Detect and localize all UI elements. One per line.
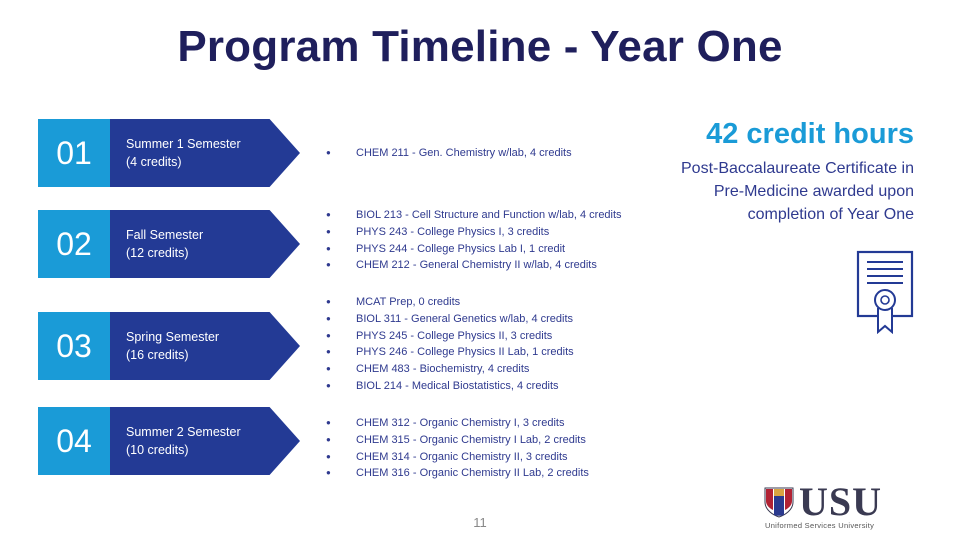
timeline-step-4 xyxy=(38,407,300,475)
step-label: Spring Semester xyxy=(126,330,220,344)
list-item: ● PHYS 244 - College Physics Lab I, 1 credit xyxy=(326,241,622,258)
list-item: ● CHEM 316 - Organic Chemistry II Lab, 2 credits xyxy=(326,465,589,482)
timeline-step-2 xyxy=(38,210,300,278)
step-label: Fall Semester xyxy=(126,228,204,242)
course-list-step-2 xyxy=(326,207,622,274)
list-item: ● CHEM 312 - Organic Chemistry I, 3 credits xyxy=(326,415,589,432)
step-label: Summer 2 Semester xyxy=(126,425,241,439)
list-item: ● PHYS 245 - College Physics II, 3 credits xyxy=(326,328,574,345)
list-item: ● CHEM 483 - Biochemistry, 4 credits xyxy=(326,361,574,378)
logo-wordmark: USU xyxy=(799,479,883,524)
step-number: 04 xyxy=(38,407,110,475)
step-credits: (12 credits) xyxy=(126,246,189,260)
step-number: 03 xyxy=(38,312,110,380)
step-credits: (16 credits) xyxy=(126,348,189,362)
certificate-icon xyxy=(856,250,914,334)
list-item: ● BIOL 214 - Medical Biostatistics, 4 credits xyxy=(326,378,574,395)
list-item: ● PHYS 243 - College Physics I, 3 credits xyxy=(326,224,622,241)
list-item: ● PHYS 246 - College Physics II Lab, 1 credits xyxy=(326,344,574,361)
step-number: 02 xyxy=(38,210,110,278)
timeline-step-3 xyxy=(38,312,300,380)
step-label: Summer 1 Semester xyxy=(126,137,241,151)
step-credits: (4 credits) xyxy=(126,155,182,169)
page-title: Program Timeline - Year One xyxy=(177,22,783,71)
list-item: ● CHEM 314 - Organic Chemistry II, 3 credits xyxy=(326,449,589,466)
certificate-description: Post-Baccalaureate Certificate in Pre-Medicine awarded upon completion of Year One xyxy=(681,160,914,223)
usu-shield-logo-icon xyxy=(763,486,795,518)
logo-subtitle: Uniformed Services University xyxy=(765,521,875,530)
page-number: 11 xyxy=(473,515,487,530)
timeline-step-1 xyxy=(38,119,300,187)
list-item: ● BIOL 213 - Cell Structure and Function w/lab, 4 credits xyxy=(326,207,622,224)
list-item: ● BIOL 311 - General Genetics w/lab, 4 credits xyxy=(326,311,574,328)
list-item: ● CHEM 211 - Gen. Chemistry w/lab, 4 credits xyxy=(326,145,572,162)
step-number: 01 xyxy=(38,119,110,187)
list-item: ● CHEM 315 - Organic Chemistry I Lab, 2 credits xyxy=(326,432,589,449)
list-item: ● MCAT Prep, 0 credits xyxy=(326,294,574,311)
course-list-step-4 xyxy=(326,415,589,482)
course-list-step-1 xyxy=(326,145,572,162)
list-item: ● CHEM 212 - General Chemistry II w/lab, 4 credits xyxy=(326,257,622,274)
step-credits: (10 credits) xyxy=(126,443,189,457)
credit-hours-headline: 42 credit hours xyxy=(706,118,914,150)
course-list-step-3 xyxy=(326,294,574,395)
